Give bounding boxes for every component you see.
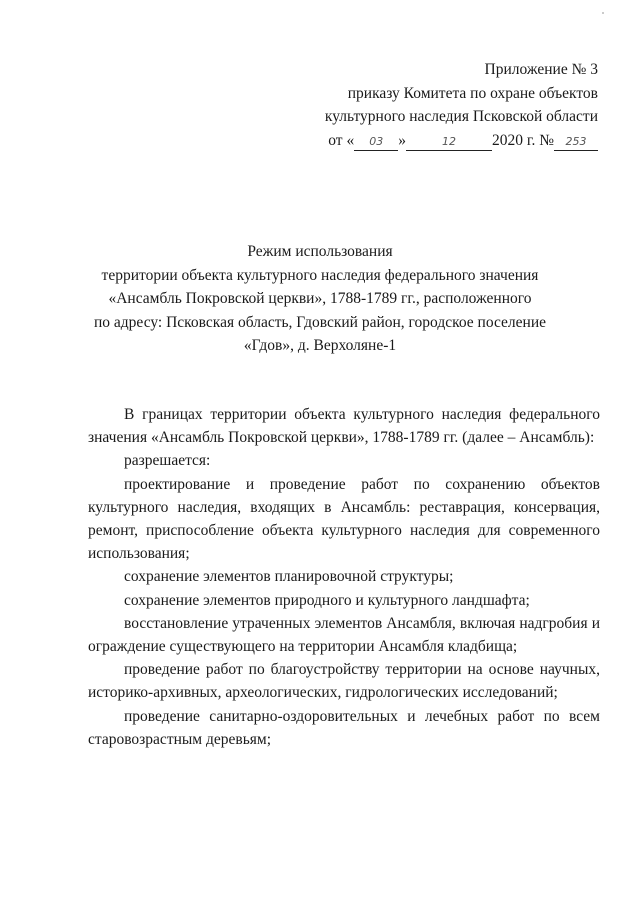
appendix-committee-line: культурного наследия Псковской области (324, 108, 598, 125)
paragraph-improvement: проведение работ по благоустройству территории на основе научных, историко-архивных, археологических, гидрологических исследований; (88, 661, 600, 702)
scan-speck (602, 12, 604, 14)
paragraph-intro: В границах территории объекта культурного наследия федерального значения «Ансамбль Покровской церкви», 1788-1789 гг. (далее – Ансамбль): (88, 406, 600, 447)
paragraph-design-works: проектирование и проведение работ по сохранению объектов культурного наследия, входящих в Ансамбль: реставрация, консервация, ремонт, приспособление объекта культурного наследия для современного использования; (88, 475, 600, 563)
appendix-date-line (278, 129, 598, 153)
handwritten-month: 12 (406, 134, 492, 151)
date-prefix: от « (328, 131, 355, 149)
paragraph-allowed-heading: разрешается: (124, 452, 211, 470)
title-line-2: территории объекта культурного наследия федерального значения (101, 266, 539, 284)
title-line-3: «Ансамбль Покровской церкви», 1788-1789 гг., расположенного (108, 290, 532, 307)
appendix-header (278, 58, 598, 152)
title-line-4: по адресу: Псковская область, Гдовский район, городское поселение (94, 313, 546, 331)
handwritten-day: 03 (354, 134, 398, 151)
date-mid: » (398, 131, 406, 149)
paragraph-tree-care: проведение санитарно-оздоровительных и лечебных работ по всем старовозрастным деревьям; (88, 707, 600, 748)
title-line-5: «Гдов», д. Верхоляне-1 (243, 337, 397, 354)
document-title (60, 240, 580, 358)
paragraph-restoration: восстановление утраченных элементов Ансамбля, включая надгробия и ограждение существующего на территории Ансамбля кладбища; (88, 614, 600, 656)
appendix-number: Приложение № 3 (484, 61, 598, 78)
paragraph-landscape: сохранение элементов природного и культурного ландшафта; (124, 591, 530, 609)
title-line-1: Режим использования (247, 243, 393, 260)
handwritten-order-number: 253 (554, 134, 598, 151)
appendix-order-line: приказу Комитета по охране объектов (347, 84, 598, 102)
date-year: 2020 г. № (491, 131, 554, 149)
document-body (88, 403, 600, 751)
paragraph-planning-structure: сохранение элементов планировочной структуры; (124, 568, 454, 586)
